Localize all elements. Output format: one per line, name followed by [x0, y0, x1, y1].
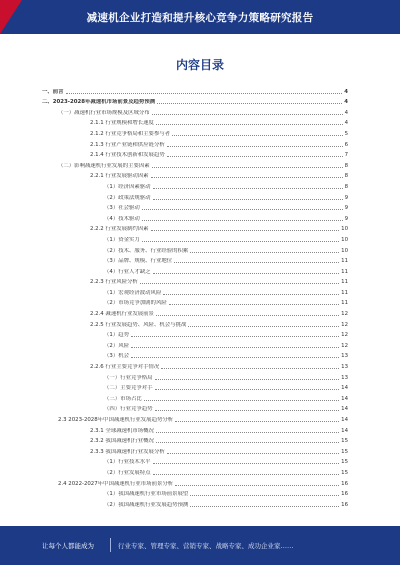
toc-entry-page: 8 — [344, 173, 348, 180]
toc-entry-page: 14 — [341, 427, 348, 434]
toc-entry-page: 10 — [341, 226, 348, 233]
toc-entry-title: （四）行业竞争趋势 — [104, 406, 153, 413]
toc-entry-page: 11 — [341, 300, 348, 307]
toc-entry-title: （2）技术、服务、行业经验的积累 — [104, 247, 189, 254]
toc-entry[interactable] — [42, 391, 348, 402]
toc-leader-dots — [172, 135, 342, 136]
toc-entry-title: 2.2.4 减速机行业发展前景 — [90, 311, 154, 318]
toc-leader-dots — [152, 167, 343, 168]
toc-leader-dots — [142, 209, 343, 210]
toc-leader-dots — [156, 442, 339, 443]
toc-heading: 内容目录 — [175, 58, 224, 72]
toc-leader-dots — [174, 262, 339, 263]
toc-leader-dots — [131, 336, 339, 337]
toc-leader-dots — [153, 474, 340, 475]
toc-entry[interactable] — [42, 487, 348, 498]
toc-entry-page: 12 — [341, 311, 348, 318]
table-of-contents — [42, 84, 348, 508]
toc-entry-title: （3）品牌、规模、行业地位 — [104, 258, 173, 265]
toc-entry-title: 2.2.1 行业发展驱动因素 — [90, 173, 149, 180]
toc-entry-page: 4 — [344, 88, 348, 95]
toc-entry-title: （2）行业发展特点 — [104, 469, 151, 476]
toc-leader-dots — [157, 103, 342, 104]
footer-slogan: 让每个人都能成为 — [42, 542, 94, 550]
toc-entry-title: （2）政策法规驱动 — [104, 194, 151, 201]
toc-leader-dots — [155, 379, 340, 380]
toc-entry-page: 15 — [341, 459, 348, 466]
toc-leader-dots — [144, 400, 339, 401]
toc-leader-dots — [155, 389, 340, 390]
toc-entry-title: 2.1.1 行业规模和增长速度 — [90, 120, 154, 127]
toc-entry-page: 13 — [341, 364, 348, 371]
toc-leader-dots — [140, 283, 339, 284]
toc-entry-title: （1）经济因素驱动 — [104, 183, 151, 190]
toc-entry-title: （2）风险 — [104, 342, 129, 349]
toc-entry-title: 2.2.5 行业发展趋势、风险、机会与挑战 — [90, 321, 187, 328]
toc-leader-dots — [175, 421, 339, 422]
toc-leader-dots — [151, 177, 343, 178]
toc-entry[interactable] — [42, 402, 348, 413]
toc-leader-dots — [153, 463, 340, 464]
toc-entry-title: （二）影响减速机行业发展的主要因素 — [58, 162, 150, 169]
toc-entry-page: 16 — [341, 480, 348, 487]
toc-entry[interactable] — [42, 84, 348, 95]
toc-entry-title: （三）市场占比 — [104, 395, 142, 402]
toc-entry-page: 16 — [341, 501, 348, 508]
toc-entry[interactable] — [42, 148, 348, 159]
toc-entry-title: 2.3.3 我国减速机行业发展分析 — [90, 448, 165, 455]
toc-entry[interactable] — [42, 126, 348, 137]
toc-leader-dots — [169, 304, 339, 305]
toc-entry[interactable] — [42, 338, 348, 349]
toc-entry[interactable] — [42, 434, 348, 445]
toc-entry[interactable] — [42, 349, 348, 360]
toc-entry-page: 14 — [341, 406, 348, 413]
toc-entry-title: 2.2.6 行业主要竞争对手情况 — [90, 364, 160, 371]
toc-entry-page: 15 — [341, 448, 348, 455]
toc-leader-dots — [188, 326, 339, 327]
toc-entry-title: 2.3.2 我国减速机行业概况 — [90, 438, 154, 445]
toc-entry[interactable] — [42, 444, 348, 455]
toc-entry-page: 10 — [341, 236, 348, 243]
toc-entry[interactable] — [42, 264, 348, 275]
toc-leader-dots — [167, 156, 343, 157]
toc-entry[interactable] — [42, 412, 348, 423]
toc-entry-page: 13 — [341, 374, 348, 381]
toc-entry[interactable] — [42, 285, 348, 296]
toc-entry-title: 2.1.4 行业技术创新和发展趋势 — [90, 152, 165, 159]
toc-leader-dots — [153, 199, 343, 200]
toc-entry-title: （4）技术驱动 — [104, 215, 140, 222]
toc-entry-title: （一）减速机行业市场规模及区域分布 — [58, 109, 150, 116]
toc-entry[interactable] — [42, 158, 348, 169]
toc-leader-dots — [131, 347, 339, 348]
toc-entry[interactable] — [42, 370, 348, 381]
toc-entry-page: 7 — [344, 152, 348, 159]
toc-entry-title: 2.2.2 行业发展制约因素 — [90, 226, 149, 233]
toc-entry-title: （2）市场竞争加剧的风险 — [104, 300, 167, 307]
toc-entry[interactable] — [42, 328, 348, 339]
toc-entry-page: 6 — [344, 141, 348, 148]
toc-entry-title: （3）社会驱动 — [104, 205, 140, 212]
toc-entry-title: （2）我国减速机行业发展趋势预测 — [104, 501, 189, 508]
footer-tagline: 行业专家、管理专家、营销专家、战略专家、成功企业家…… — [118, 542, 294, 550]
toc-leader-dots — [156, 315, 339, 316]
toc-entry-title: （1）资金实力 — [104, 236, 140, 243]
toc-entry-title: （3）机会 — [104, 353, 129, 360]
toc-leader-dots — [142, 220, 343, 221]
toc-leader-dots — [190, 506, 339, 507]
toc-entry[interactable] — [42, 455, 348, 466]
toc-leader-dots — [156, 124, 343, 125]
toc-entry-title: 2.1.2 行业竞争格局和主要参与者 — [90, 130, 171, 137]
toc-entry[interactable] — [42, 465, 348, 476]
toc-leader-dots — [161, 368, 339, 369]
toc-entry[interactable] — [42, 317, 348, 328]
toc-leader-dots — [190, 252, 339, 253]
toc-entry-title: （1）宏观经济波动风险 — [104, 289, 162, 296]
toc-entry[interactable] — [42, 95, 348, 106]
toc-leader-dots — [131, 357, 339, 358]
toc-entry-page: 11 — [341, 258, 348, 265]
toc-entry-title: 一、前言 — [42, 88, 64, 95]
toc-entry-title: 2.3 2023-2028年中国减速机行业发展趋势分析 — [58, 417, 174, 423]
toc-entry[interactable] — [42, 105, 348, 116]
toc-leader-dots — [155, 410, 340, 411]
toc-entry-page: 11 — [341, 279, 348, 286]
toc-entry[interactable] — [42, 190, 348, 201]
toc-entry[interactable] — [42, 423, 348, 434]
toc-entry-title: （4）行业人才缺乏 — [104, 268, 151, 275]
toc-entry[interactable] — [42, 169, 348, 180]
toc-entry[interactable] — [42, 243, 348, 254]
toc-entry-page: 11 — [341, 268, 348, 275]
footer-bar — [0, 526, 400, 565]
toc-entry-page: 12 — [341, 321, 348, 328]
toc-entry-page: 13 — [341, 353, 348, 360]
document-title: 减速机企业打造和提升核心竞争力策略研究报告 — [86, 12, 314, 24]
toc-entry-title: （1）行业技术水平 — [104, 459, 151, 466]
toc-entry-page: 15 — [341, 438, 348, 445]
header-bar — [0, 0, 400, 34]
toc-entry-title: （1）趋势 — [104, 332, 129, 339]
toc-entry-title: 2.1.3 行业产业链和供应链分析 — [90, 141, 165, 148]
toc-entry-page: 10 — [341, 247, 348, 254]
toc-entry[interactable] — [42, 137, 348, 148]
toc-entry-title: （二）主要竞争对手 — [104, 385, 153, 392]
toc-entry-page: 14 — [341, 395, 348, 402]
toc-entry-page: 14 — [341, 417, 348, 423]
toc-leader-dots — [152, 114, 343, 115]
toc-entry-page: 4 — [344, 109, 348, 116]
toc-entry-page: 16 — [341, 491, 348, 498]
toc-entry-page: 12 — [341, 342, 348, 349]
toc-entry-page: 9 — [344, 194, 348, 201]
toc-entry[interactable] — [42, 497, 348, 508]
toc-entry-page: 14 — [341, 385, 348, 392]
toc-entry-title: 二、2023-2028年减速机市场前景及趋势预测 — [42, 99, 156, 106]
toc-leader-dots — [156, 432, 339, 433]
toc-leader-dots — [167, 146, 343, 147]
toc-entry[interactable] — [42, 179, 348, 190]
footer-divider — [110, 538, 111, 552]
toc-leader-dots — [190, 495, 339, 496]
toc-entry-title: （1）我国减速机行业市场前景展望 — [104, 491, 189, 498]
toc-entry-title: 2.4 2022-2027年中国减速机行业市场前景分析 — [58, 480, 174, 487]
toc-entry[interactable] — [42, 359, 348, 370]
toc-leader-dots — [142, 241, 339, 242]
toc-leader-dots — [153, 273, 340, 274]
toc-entry[interactable] — [42, 275, 348, 286]
toc-leader-dots — [151, 230, 340, 231]
toc-leader-dots — [175, 485, 339, 486]
toc-entry[interactable] — [42, 201, 348, 212]
toc-entry-page: 5 — [344, 130, 348, 137]
toc-entry-page: 15 — [341, 469, 348, 476]
toc-entry[interactable] — [42, 232, 348, 243]
toc-entry[interactable] — [42, 381, 348, 392]
toc-entry-page: 8 — [344, 162, 348, 169]
toc-entry-title: （一）行业竞争格局 — [104, 374, 153, 381]
toc-entry-page: 4 — [344, 120, 348, 127]
toc-entry[interactable] — [42, 116, 348, 127]
toc-entry-title: 2.3.1 全球减速机市场概况 — [90, 427, 154, 434]
toc-entry-page: 9 — [344, 215, 348, 222]
toc-entry-page: 4 — [344, 99, 348, 106]
toc-entry-title: 2.2.3 行业风险分析 — [90, 279, 138, 286]
toc-entry-page: 8 — [344, 183, 348, 190]
toc-entry-page: 9 — [344, 205, 348, 212]
toc-entry[interactable] — [42, 306, 348, 317]
toc-leader-dots — [167, 453, 339, 454]
toc-entry[interactable] — [42, 476, 348, 487]
toc-leader-dots — [66, 93, 343, 94]
toc-entry[interactable] — [42, 254, 348, 265]
toc-leader-dots — [163, 294, 339, 295]
toc-entry[interactable] — [42, 222, 348, 233]
toc-entry-page: 11 — [341, 289, 348, 296]
toc-leader-dots — [153, 188, 343, 189]
toc-entry[interactable] — [42, 296, 348, 307]
toc-entry[interactable] — [42, 211, 348, 222]
toc-entry-page: 12 — [341, 332, 348, 339]
